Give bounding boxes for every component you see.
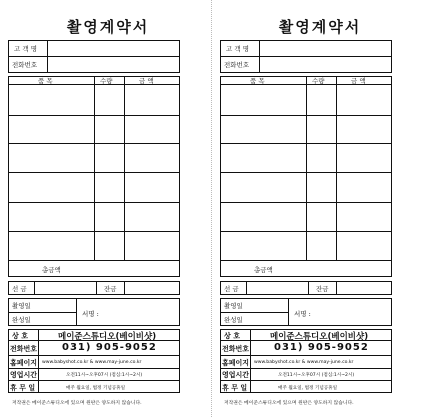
studio-phone: 031) 905-9052 bbox=[62, 342, 157, 353]
deposit-label: 선 금 bbox=[224, 285, 239, 293]
customer-phone-label: 전화번호 bbox=[224, 61, 250, 69]
studio-phone: 031) 905-9052 bbox=[274, 342, 369, 353]
holiday-label: 휴 무 일 bbox=[10, 384, 36, 392]
studio-name: 메이준스튜디오(베이비샷) bbox=[58, 332, 157, 342]
hours-value: 오전11시~오후07시 (점심:1시~2시) bbox=[278, 373, 355, 378]
homepage-value: www.babyshot.co.kr & www.may-june.co.kr bbox=[42, 360, 142, 365]
studio-name: 메이준스튜디오(베이비샷) bbox=[270, 332, 369, 342]
item-header: 품 목 bbox=[38, 77, 53, 85]
total-label: 총금액 bbox=[254, 266, 273, 274]
qty-header: 수량 bbox=[100, 77, 113, 85]
complete-date-label: 완성일 bbox=[224, 316, 243, 324]
balance-label: 잔금 bbox=[104, 285, 117, 293]
homepage-label: 홈페이지 bbox=[222, 359, 250, 367]
hours-label: 영업시간 bbox=[222, 371, 250, 379]
customer-name-label: 고 객 명 bbox=[226, 45, 249, 53]
holiday-value: 매주 월요일, 법정 기념공휴일 bbox=[66, 386, 126, 391]
total-label: 총금액 bbox=[42, 266, 61, 274]
studio-phone-label: 전화번호 bbox=[10, 345, 38, 353]
signature-label: 서명 : bbox=[294, 310, 311, 318]
deposit-label: 선 금 bbox=[12, 285, 27, 293]
studio-label: 상 호 bbox=[12, 332, 28, 340]
customer-phone-label: 전화번호 bbox=[12, 61, 38, 69]
holiday-value: 매주 월요일, 법정 기념공휴일 bbox=[278, 386, 338, 391]
balance-label: 잔금 bbox=[316, 285, 329, 293]
signature-label: 서명 : bbox=[82, 310, 99, 318]
contract-title: 촬영계약서 bbox=[66, 18, 150, 36]
shoot-date-label: 촬영일 bbox=[12, 302, 31, 310]
studio-label: 상 호 bbox=[224, 332, 240, 340]
contract-title: 촬영계약서 bbox=[278, 18, 362, 36]
contract-form-left bbox=[4, 0, 212, 417]
customer-name-label: 고 객 명 bbox=[14, 45, 37, 53]
holiday-label: 휴 무 일 bbox=[222, 384, 248, 392]
copyright-note: 저작권은 메이준스튜디오에 있으며 원판은 양도하지 않습니다. bbox=[224, 401, 354, 406]
hours-value: 오전11시~오후07시 (점심:1시~2시) bbox=[66, 373, 143, 378]
copyright-note: 저작권은 메이준스튜디오에 있으며 원판은 양도하지 않습니다. bbox=[12, 401, 142, 406]
item-header: 품 목 bbox=[250, 77, 265, 85]
contract-form-right bbox=[216, 0, 424, 417]
amount-header: 금 액 bbox=[351, 77, 366, 85]
amount-header: 금 액 bbox=[139, 77, 154, 85]
homepage-value: www.babyshot.co.kr & www.may-june.co.kr bbox=[254, 360, 354, 365]
complete-date-label: 완성일 bbox=[12, 316, 31, 324]
qty-header: 수량 bbox=[312, 77, 325, 85]
shoot-date-label: 촬영일 bbox=[224, 302, 243, 310]
homepage-label: 홈페이지 bbox=[10, 359, 38, 367]
hours-label: 영업시간 bbox=[10, 371, 38, 379]
studio-phone-label: 전화번호 bbox=[222, 345, 250, 353]
